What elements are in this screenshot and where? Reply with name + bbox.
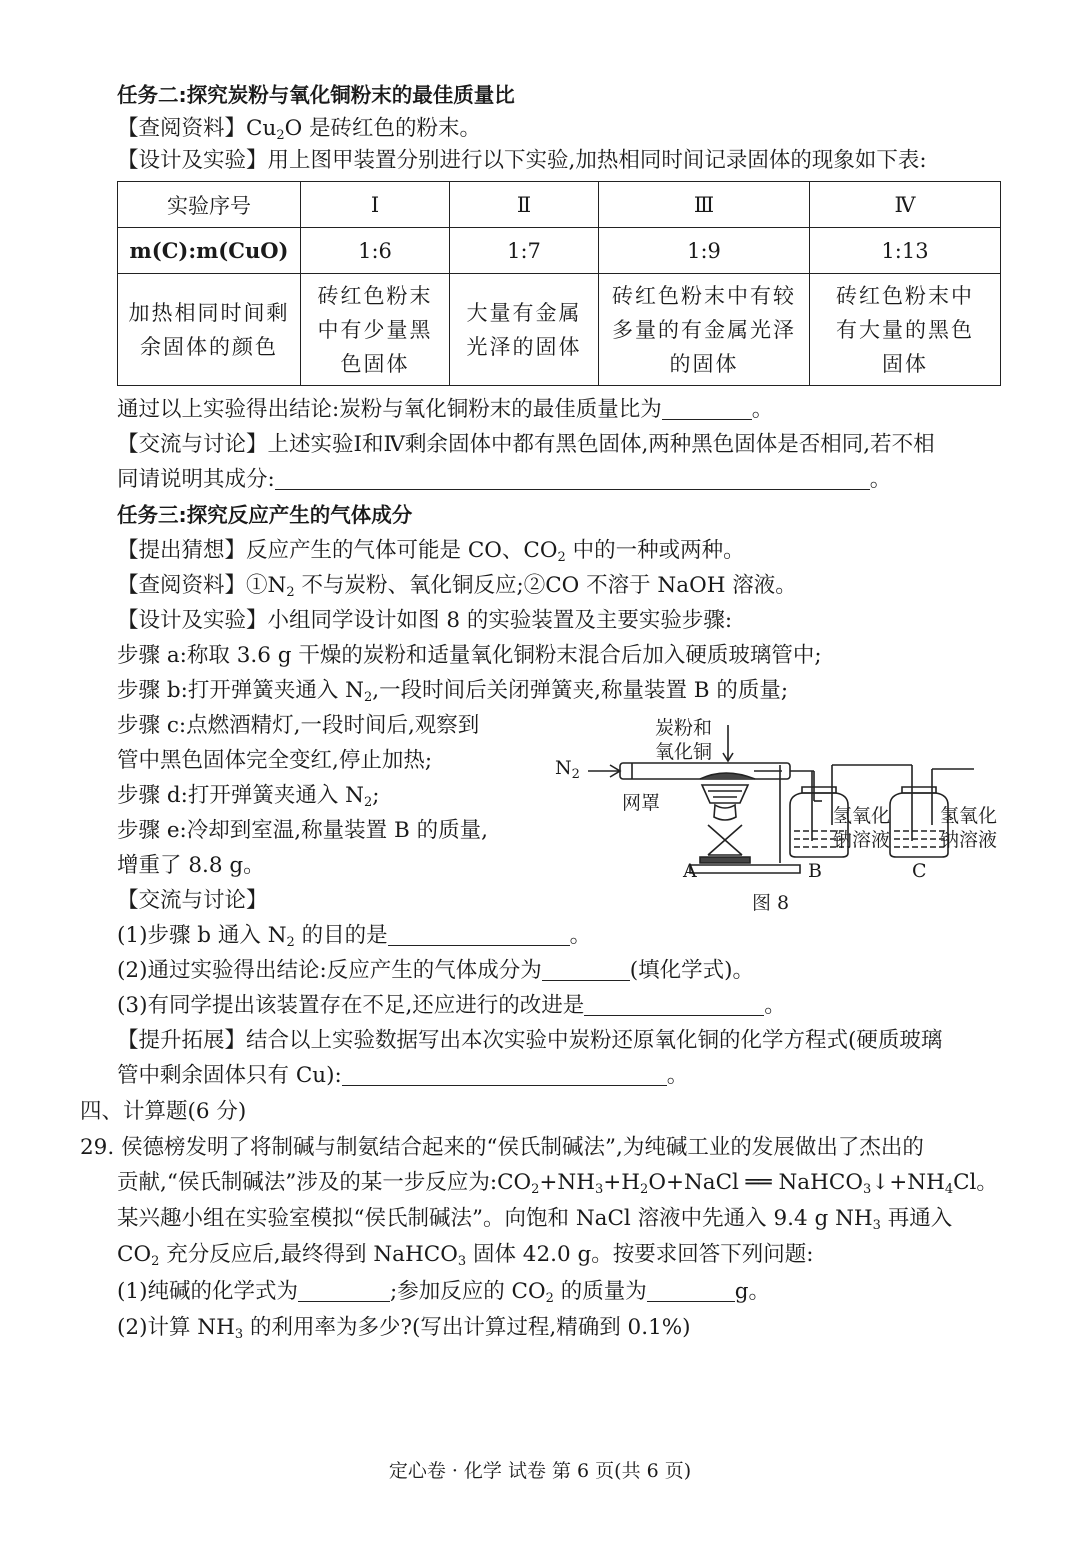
table-row — [118, 228, 1001, 274]
answer-blank[interactable] — [342, 1063, 667, 1086]
table-header: Ⅲ — [599, 182, 810, 228]
label-a: A — [683, 860, 697, 882]
problem-29-line4: $CO_2$ 充分反应后,最终得到 NaHCO$_3$ 固体 42.0 g。按要求回答下列问题: — [117, 1242, 814, 1269]
table-row — [118, 274, 1001, 386]
question-3: (3)有同学提出该装置存在不足,还应进行的改进是 。 — [117, 993, 786, 1018]
task3-reference: 【查阅资料】$①N_2$ 不与炭粉、氧化铜反应;②CO 不溶于 NaOH 溶液。 — [117, 573, 797, 600]
label-naoh-b: 氢氧化 — [833, 805, 891, 827]
net-cover — [702, 785, 748, 803]
label-n2: $N_2$ — [555, 757, 580, 782]
page-footer: 定心卷 · 化学 试卷 第 6 页(共 6 页) — [388, 1460, 692, 1482]
table-row — [118, 182, 1001, 228]
question-2: (2)通过实验得出结论:反应产生的气体成分为 (填化学式)。 — [117, 958, 754, 983]
table-header: Ⅱ — [450, 182, 599, 228]
step-c: 步骤 c:点燃酒精灯,一段时间后,观察到 — [117, 713, 480, 738]
label-b: B — [808, 860, 822, 882]
label-naoh-b-2: 钠溶液 — [833, 829, 891, 851]
task3-discussion: 【交流与讨论】 — [117, 888, 268, 913]
question-1: (1)步骤 b 通入 $N_2$ 的目的是 。 — [117, 923, 592, 950]
problem-29-q2: (2)计算 $NH_3$ 的利用率为多少?(写出计算过程,精确到 0.1%) — [117, 1315, 691, 1342]
extension-2: 管中剩余固体只有 Cu): 。 — [117, 1063, 689, 1088]
table-cell: 1:13 — [810, 228, 1001, 274]
label-net-cover: 网罩 — [622, 792, 661, 814]
table-cell: 1:9 — [599, 228, 810, 274]
task3-title: 任务三:探究反应产生的气体成分 — [117, 503, 413, 527]
label-naoh-c-2: 钠溶液 — [940, 829, 998, 851]
table-cell: 1:7 — [450, 228, 599, 274]
step-c-2: 管中黑色固体完全变红,停止加热; — [117, 748, 433, 773]
label-powder-2: 氧化铜 — [655, 741, 713, 763]
table-cell: 砖红色粉末中 有大量的黑色 固体 — [810, 274, 1001, 386]
answer-blank[interactable] — [542, 958, 630, 981]
problem-29-line3: 某兴趣小组在实验室模拟“侯氏制碱法”。向饱和 NaCl 溶液中先通入 9.4 g $NH_3$ 再通入 — [117, 1206, 953, 1233]
extension: 【提升拓展】结合以上实验数据写出本次实验中炭粉还原氧化铜的化学方程式(硬质玻璃 — [117, 1028, 943, 1053]
step-a: 步骤 a:称取 3.6 g 干燥的炭粉和适量氧化铜粉末混合后加入硬质玻璃管中; — [117, 643, 822, 668]
table-header: Ⅳ — [810, 182, 1001, 228]
step-e-2: 增重了 8.8 g。 — [117, 853, 265, 878]
task3-design: 【设计及实验】小组同学设计如图 8 的实验装置及主要实验步骤: — [117, 608, 733, 633]
answer-blank[interactable] — [662, 397, 752, 420]
problem-29-q1: (1)纯碱的化学式为 ;参加反应的 $CO_2$ 的质量为 g。 — [117, 1279, 771, 1306]
table-cell: 加热相同时间剩 余固体的颜色 — [118, 274, 301, 386]
table-cell: 砖红色粉末 中有少量黑 色固体 — [301, 274, 450, 386]
step-d: 步骤 d:打开弹簧夹通入 $N_2$; — [117, 783, 380, 810]
task2-discussion: 【交流与讨论】上述实验Ⅰ和Ⅳ剩余固体中都有黑色固体,两种黑色固体是否相同,若不相 — [117, 432, 935, 457]
task2-conclusion: 通过以上实验得出结论:炭粉与氧化铜粉末的最佳质量比为 。 — [117, 397, 774, 422]
problem-29: 29. 侯德榜发明了将制碱与制氨结合起来的“侯氏制碱法”,为纯碱工业的发展做出了杰出的 — [80, 1135, 924, 1160]
label-naoh-c: 氢氧化 — [940, 805, 998, 827]
table-cell: 1:6 — [301, 228, 450, 274]
answer-blank[interactable] — [647, 1279, 735, 1302]
answer-blank[interactable] — [388, 923, 570, 946]
task2-design: 【设计及实验】用上图甲装置分别进行以下实验,加热相同时间记录固体的现象如下表: — [117, 148, 927, 173]
table-header: Ⅰ — [301, 182, 450, 228]
results-table — [117, 181, 1001, 386]
table-cell: m(C):m(CuO) — [118, 228, 301, 274]
section4-title: 四、计算题(6 分) — [80, 1099, 247, 1124]
task3-guess: 【提出猜想】反应产生的气体可能是 CO、$CO_2$ 中的一种或两种。 — [117, 538, 745, 565]
answer-blank[interactable] — [584, 993, 764, 1016]
table-header: 实验序号 — [118, 182, 301, 228]
problem-29-line2: 贡献,“侯氏制碱法”涉及的某一步反应为$:CO_2+NH_3+H_2O+NaCl$ ══ $NaHCO_3↓+NH_4Cl$。 — [117, 1170, 998, 1197]
task2-discussion-2: 同请说明其成分: 。 — [117, 467, 892, 492]
alcohol-lamp — [714, 805, 736, 820]
table-cell: 砖红色粉末中有较 多量的有金属光泽 的固体 — [599, 274, 810, 386]
figure-caption: 图 8 — [752, 892, 790, 914]
task2-title: 任务二:探究炭粉与氧化铜粉末的最佳质量比 — [117, 83, 515, 107]
answer-blank[interactable] — [298, 1279, 390, 1302]
step-e: 步骤 e:冷却到室温,称量装置 B 的质量, — [117, 818, 488, 843]
answer-blank[interactable] — [275, 467, 870, 490]
label-c: C — [912, 860, 927, 882]
table-cell: 大量有金属 光泽的固体 — [450, 274, 599, 386]
step-b: 步骤 b:打开弹簧夹通入 $N_2$,一段时间后关闭弹簧夹,称量装置 B 的质量; — [117, 678, 789, 705]
task2-reference: 【查阅资料】$Cu_2O$ 是砖红色的粉末。 — [117, 116, 482, 143]
label-powder: 炭粉和 — [655, 717, 713, 739]
